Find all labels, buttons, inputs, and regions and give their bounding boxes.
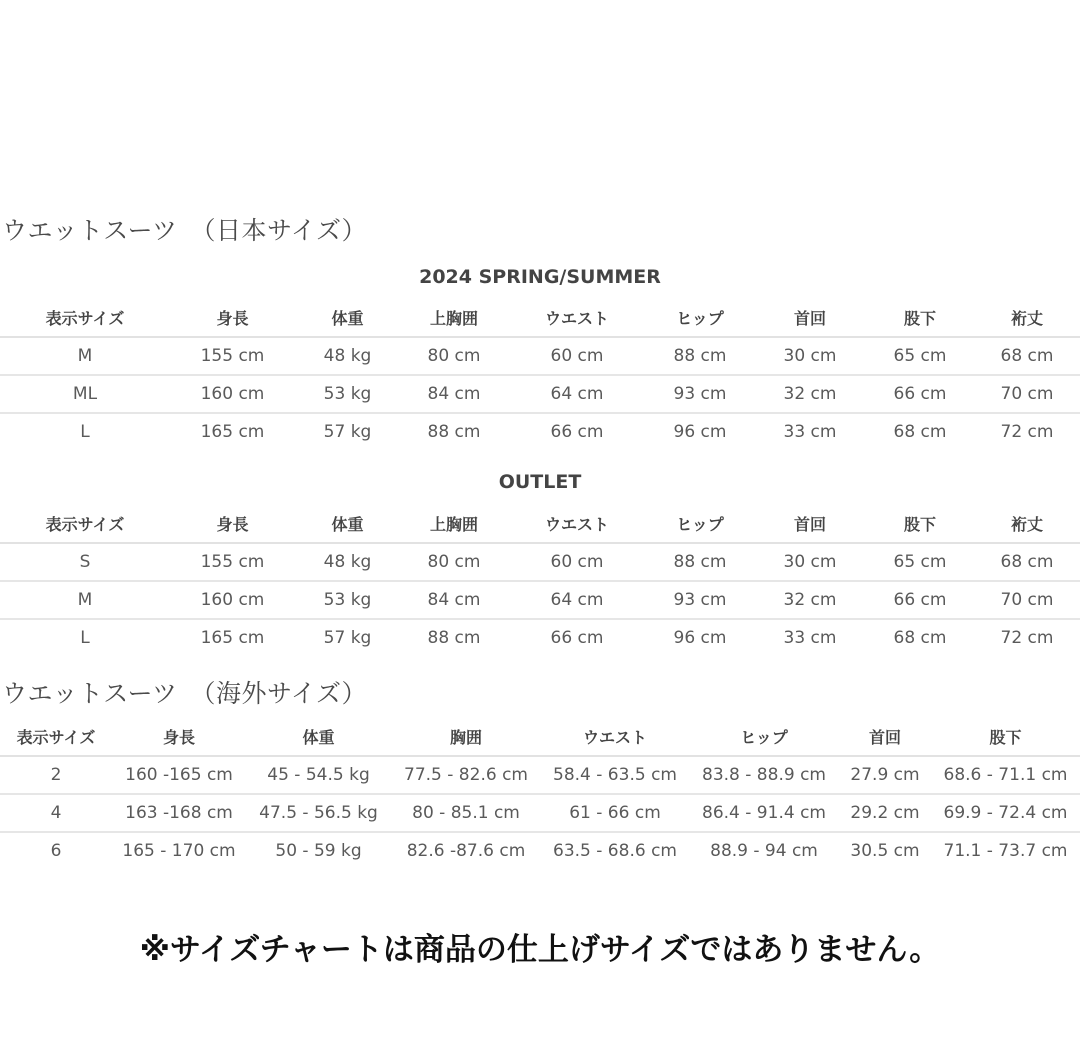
table-cell: 47.5 - 56.5 kg <box>246 794 391 832</box>
column-header: 上胸囲 <box>400 504 508 543</box>
table-row <box>0 337 1080 375</box>
table-cell: 66 cm <box>866 375 974 413</box>
table-cell: 96 cm <box>673 422 727 442</box>
column-header: 身長 <box>112 717 246 756</box>
table-cell: 93 cm <box>646 581 754 619</box>
column-header: 首回 <box>754 298 866 337</box>
table-cell: 60 cm <box>508 543 646 581</box>
column-header: 身長 <box>170 504 295 543</box>
table-cell: 83.8 - 88.9 cm <box>689 756 839 794</box>
table-cell: M <box>0 581 170 619</box>
table-row <box>0 832 1080 869</box>
table-cell: 84 cm <box>400 375 508 413</box>
table-cell: 86.4 - 91.4 cm <box>689 794 839 832</box>
column-header: 胸囲 <box>391 717 541 756</box>
column-header: 体重 <box>246 717 391 756</box>
table-cell: 66 cm <box>550 628 604 648</box>
table-header-row <box>0 298 1080 337</box>
table-cell: 64 cm <box>508 375 646 413</box>
table-cell: 60 cm <box>508 337 646 375</box>
column-header: ウエスト <box>508 504 646 543</box>
table-cell: 66 cm <box>550 422 604 442</box>
table-cell: 71.1 - 73.7 cm <box>943 841 1068 861</box>
table-cell: 6 <box>50 841 62 861</box>
table-cell: 88 cm <box>427 422 481 442</box>
table-header-row <box>0 717 1080 756</box>
table-cell: 32 cm <box>754 375 866 413</box>
column-header: 首回 <box>839 717 931 756</box>
table-row <box>0 543 1080 581</box>
table-cell: 66 cm <box>866 581 974 619</box>
table-cell: 165 - 170 cm <box>122 841 236 861</box>
table-cell: 53 kg <box>295 375 400 413</box>
table-cell: 163 -168 cm <box>112 794 246 832</box>
table-cell: 80 cm <box>400 337 508 375</box>
table-cell: 80 - 85.1 cm <box>391 794 541 832</box>
column-header: 首回 <box>754 504 866 543</box>
table-cell: 30.5 cm <box>850 841 920 861</box>
table-cell: 63.5 - 68.6 cm <box>553 841 677 861</box>
table-cell: 80 cm <box>400 543 508 581</box>
column-header: 裄丈 <box>974 298 1080 337</box>
table-cell: 33 cm <box>783 628 837 648</box>
column-header: 表示サイズ <box>0 504 170 543</box>
table-cell: 68 cm <box>893 628 947 648</box>
table-cell: 58.4 - 63.5 cm <box>541 756 689 794</box>
table-cell: 68.6 - 71.1 cm <box>931 756 1080 794</box>
table-cell: 68 cm <box>974 543 1080 581</box>
table-row <box>0 413 1080 450</box>
table-cell: 165 cm <box>200 422 265 442</box>
outlet-size-table <box>0 504 1080 656</box>
column-header: ヒップ <box>646 298 754 337</box>
table-cell: 82.6 -87.6 cm <box>406 841 526 861</box>
column-header: 股下 <box>866 504 974 543</box>
table-cell: 53 kg <box>295 581 400 619</box>
column-header: 体重 <box>295 504 400 543</box>
table-cell: 48 kg <box>295 337 400 375</box>
table-header-row <box>0 504 1080 543</box>
table-cell: L <box>80 422 90 442</box>
column-header: 身長 <box>170 298 295 337</box>
table-cell: 68 cm <box>974 337 1080 375</box>
table-cell: 70 cm <box>974 375 1080 413</box>
table-cell: 69.9 - 72.4 cm <box>931 794 1080 832</box>
japan-size-title: ウエットスーツ （日本サイズ） <box>2 216 368 245</box>
table-cell: 57 kg <box>323 422 372 442</box>
table-cell: 65 cm <box>866 543 974 581</box>
table-cell: 45 - 54.5 kg <box>246 756 391 794</box>
table-cell: ML <box>0 375 170 413</box>
table-row <box>0 756 1080 794</box>
table-cell: 32 cm <box>754 581 866 619</box>
table-row <box>0 619 1080 656</box>
column-header: 裄丈 <box>974 504 1080 543</box>
ss-2024-title: 2024 SPRING/SUMMER <box>419 266 661 288</box>
column-header: 股下 <box>931 717 1080 756</box>
table-cell: 2 <box>0 756 112 794</box>
column-header: ウエスト <box>541 717 689 756</box>
table-cell: 96 cm <box>673 628 727 648</box>
table-row <box>0 581 1080 619</box>
size-chart-note: ※サイズチャートは商品の仕上げサイズではありません。 <box>139 932 941 968</box>
table-cell: 88 cm <box>646 543 754 581</box>
table-cell: 165 cm <box>200 628 265 648</box>
column-header: 表示サイズ <box>0 298 170 337</box>
table-cell: 72 cm <box>1000 628 1054 648</box>
column-header: 上胸囲 <box>400 298 508 337</box>
table-cell: 64 cm <box>508 581 646 619</box>
table-cell: 93 cm <box>646 375 754 413</box>
table-cell: 30 cm <box>754 337 866 375</box>
table-cell: 70 cm <box>974 581 1080 619</box>
column-header: ヒップ <box>646 504 754 543</box>
table-cell: 88 cm <box>646 337 754 375</box>
table-cell: 160 -165 cm <box>112 756 246 794</box>
table-cell: 33 cm <box>783 422 837 442</box>
table-cell: 30 cm <box>754 543 866 581</box>
table-cell: 155 cm <box>170 337 295 375</box>
table-cell: 72 cm <box>1000 422 1054 442</box>
table-cell: S <box>0 543 170 581</box>
table-cell: 57 kg <box>323 628 372 648</box>
table-cell: 50 - 59 kg <box>275 841 362 861</box>
table-row <box>0 794 1080 832</box>
table-cell: 48 kg <box>295 543 400 581</box>
table-cell: 77.5 - 82.6 cm <box>391 756 541 794</box>
column-header: 表示サイズ <box>0 717 112 756</box>
table-cell: 27.9 cm <box>839 756 931 794</box>
outlet-title: OUTLET <box>498 471 582 493</box>
table-cell: M <box>0 337 170 375</box>
table-cell: 160 cm <box>170 375 295 413</box>
column-header: ヒップ <box>689 717 839 756</box>
column-header: 体重 <box>295 298 400 337</box>
table-cell: 88.9 - 94 cm <box>710 841 818 861</box>
table-cell: 68 cm <box>893 422 947 442</box>
table-cell: 88 cm <box>427 628 481 648</box>
table-cell: 155 cm <box>170 543 295 581</box>
table-cell: L <box>80 628 90 648</box>
column-header: 股下 <box>866 298 974 337</box>
table-cell: 65 cm <box>866 337 974 375</box>
table-cell: 4 <box>0 794 112 832</box>
table-cell: 29.2 cm <box>839 794 931 832</box>
table-cell: 84 cm <box>400 581 508 619</box>
table-cell: 61 - 66 cm <box>541 794 689 832</box>
column-header: ウエスト <box>508 298 646 337</box>
overseas-size-title: ウエットスーツ （海外サイズ） <box>2 679 368 708</box>
table-row <box>0 375 1080 413</box>
ss-2024-size-table <box>0 298 1080 450</box>
table-cell: 160 cm <box>170 581 295 619</box>
overseas-size-table <box>0 717 1080 869</box>
